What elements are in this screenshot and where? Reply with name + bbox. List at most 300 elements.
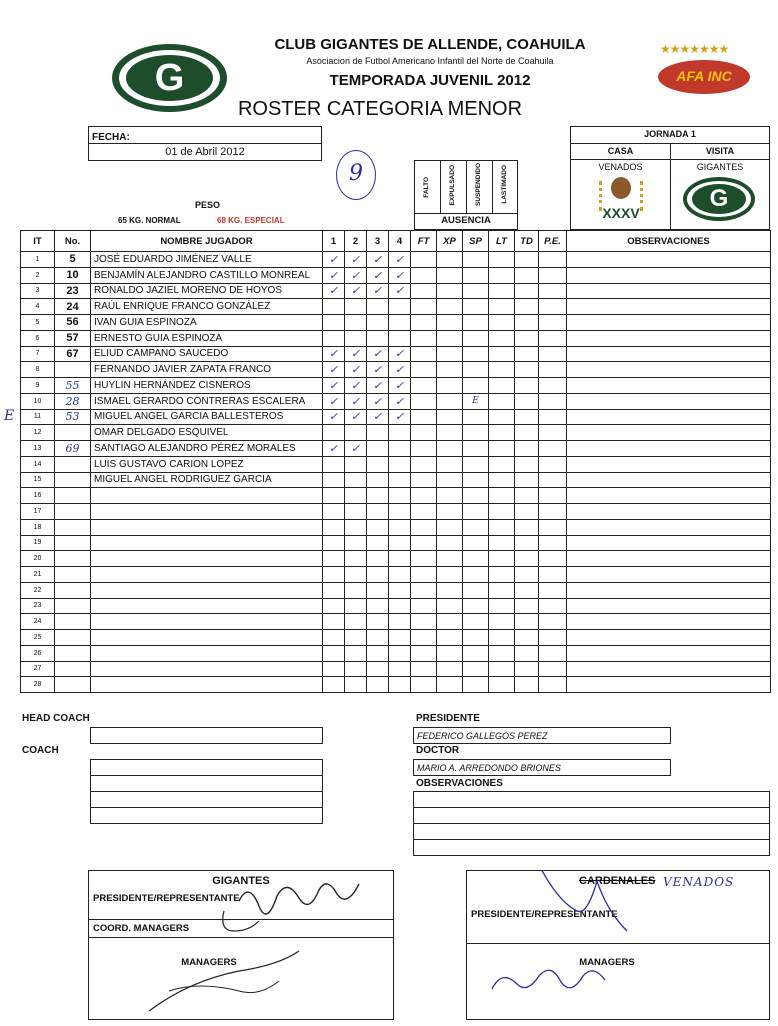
row-quarter-4[interactable] xyxy=(389,315,411,331)
row-observations[interactable] xyxy=(567,582,771,598)
row-player-name[interactable]: FERNANDO JAVIER ZAPATA FRANCO xyxy=(91,362,323,378)
row-xp[interactable] xyxy=(437,551,463,567)
row-td[interactable] xyxy=(515,598,539,614)
row-quarter-1[interactable] xyxy=(323,567,345,583)
row-quarter-1[interactable] xyxy=(323,630,345,646)
row-quarter-2[interactable] xyxy=(345,661,367,677)
row-number[interactable]: 56 xyxy=(55,315,91,331)
row-pe[interactable] xyxy=(539,582,567,598)
row-pe[interactable] xyxy=(539,661,567,677)
row-quarter-3[interactable] xyxy=(367,598,389,614)
row-quarter-1[interactable] xyxy=(323,504,345,520)
row-quarter-1[interactable]: ✓ xyxy=(323,378,345,394)
row-quarter-2[interactable]: ✓ xyxy=(345,441,367,457)
row-player-name[interactable] xyxy=(91,504,323,520)
row-td[interactable] xyxy=(515,441,539,457)
row-quarter-2[interactable] xyxy=(345,425,367,441)
row-sp[interactable] xyxy=(463,425,489,441)
row-player-name[interactable]: HUYLIN HERNÁNDEZ CISNEROS xyxy=(91,378,323,394)
row-observations[interactable] xyxy=(567,535,771,551)
row-player-name[interactable]: BENJAMÍN ALEJANDRO CASTILLO MONREAL xyxy=(91,267,323,283)
doctor-field[interactable] xyxy=(413,759,671,776)
row-pe[interactable] xyxy=(539,441,567,457)
row-ft[interactable] xyxy=(411,456,437,472)
row-observations[interactable] xyxy=(567,283,771,299)
row-sp[interactable] xyxy=(463,362,489,378)
row-sp[interactable] xyxy=(463,409,489,425)
row-lt[interactable] xyxy=(489,551,515,567)
row-lt[interactable] xyxy=(489,346,515,362)
row-pe[interactable] xyxy=(539,299,567,315)
row-number[interactable] xyxy=(55,504,91,520)
row-observations[interactable] xyxy=(567,362,771,378)
row-pe[interactable] xyxy=(539,630,567,646)
row-quarter-3[interactable]: ✓ xyxy=(367,252,389,268)
row-quarter-3[interactable] xyxy=(367,535,389,551)
row-quarter-3[interactable] xyxy=(367,456,389,472)
row-number[interactable] xyxy=(55,519,91,535)
row-td[interactable] xyxy=(515,630,539,646)
row-quarter-1[interactable] xyxy=(323,330,345,346)
row-quarter-3[interactable] xyxy=(367,504,389,520)
row-quarter-2[interactable] xyxy=(345,472,367,488)
row-number[interactable] xyxy=(55,582,91,598)
row-lt[interactable] xyxy=(489,330,515,346)
row-pe[interactable] xyxy=(539,519,567,535)
row-observations[interactable] xyxy=(567,409,771,425)
head-coach-field[interactable] xyxy=(90,727,323,744)
row-sp[interactable] xyxy=(463,645,489,661)
row-quarter-3[interactable] xyxy=(367,519,389,535)
row-quarter-1[interactable] xyxy=(323,645,345,661)
row-lt[interactable] xyxy=(489,677,515,693)
row-quarter-4[interactable] xyxy=(389,425,411,441)
row-player-name[interactable] xyxy=(91,598,323,614)
observations-field-4[interactable] xyxy=(413,839,770,856)
row-ft[interactable] xyxy=(411,267,437,283)
row-quarter-2[interactable] xyxy=(345,535,367,551)
row-ft[interactable] xyxy=(411,630,437,646)
row-quarter-3[interactable] xyxy=(367,315,389,331)
row-quarter-1[interactable]: ✓ xyxy=(323,362,345,378)
date-field[interactable] xyxy=(88,143,322,161)
row-xp[interactable] xyxy=(437,425,463,441)
row-number[interactable]: 23 xyxy=(55,283,91,299)
row-ft[interactable] xyxy=(411,488,437,504)
row-quarter-1[interactable] xyxy=(323,519,345,535)
row-sp[interactable] xyxy=(463,504,489,520)
row-observations[interactable] xyxy=(567,614,771,630)
row-td[interactable] xyxy=(515,346,539,362)
row-observations[interactable] xyxy=(567,315,771,331)
row-quarter-1[interactable] xyxy=(323,535,345,551)
row-xp[interactable] xyxy=(437,519,463,535)
row-td[interactable] xyxy=(515,456,539,472)
row-lt[interactable] xyxy=(489,488,515,504)
row-ft[interactable] xyxy=(411,614,437,630)
row-quarter-4[interactable] xyxy=(389,677,411,693)
row-observations[interactable] xyxy=(567,488,771,504)
row-number[interactable] xyxy=(55,535,91,551)
row-observations[interactable] xyxy=(567,504,771,520)
row-sp[interactable] xyxy=(463,661,489,677)
row-ft[interactable] xyxy=(411,425,437,441)
row-ft[interactable] xyxy=(411,441,437,457)
row-lt[interactable] xyxy=(489,378,515,394)
row-xp[interactable] xyxy=(437,598,463,614)
row-pe[interactable] xyxy=(539,378,567,394)
row-ft[interactable] xyxy=(411,393,437,409)
row-xp[interactable] xyxy=(437,362,463,378)
row-number[interactable] xyxy=(55,488,91,504)
row-observations[interactable] xyxy=(567,677,771,693)
row-xp[interactable] xyxy=(437,645,463,661)
row-ft[interactable] xyxy=(411,504,437,520)
row-lt[interactable] xyxy=(489,645,515,661)
row-lt[interactable] xyxy=(489,472,515,488)
row-quarter-4[interactable] xyxy=(389,456,411,472)
row-quarter-1[interactable] xyxy=(323,677,345,693)
row-ft[interactable] xyxy=(411,330,437,346)
row-quarter-2[interactable] xyxy=(345,582,367,598)
row-sp[interactable] xyxy=(463,315,489,331)
row-xp[interactable] xyxy=(437,472,463,488)
row-quarter-4[interactable] xyxy=(389,472,411,488)
row-quarter-1[interactable] xyxy=(323,598,345,614)
row-pe[interactable] xyxy=(539,567,567,583)
row-quarter-3[interactable] xyxy=(367,661,389,677)
row-sp[interactable] xyxy=(463,551,489,567)
row-quarter-3[interactable] xyxy=(367,677,389,693)
row-xp[interactable] xyxy=(437,393,463,409)
row-quarter-3[interactable]: ✓ xyxy=(367,378,389,394)
row-xp[interactable] xyxy=(437,299,463,315)
row-ft[interactable] xyxy=(411,315,437,331)
row-pe[interactable] xyxy=(539,535,567,551)
row-quarter-3[interactable]: ✓ xyxy=(367,267,389,283)
row-xp[interactable] xyxy=(437,677,463,693)
row-player-name[interactable] xyxy=(91,582,323,598)
row-player-name[interactable] xyxy=(91,551,323,567)
row-quarter-3[interactable] xyxy=(367,330,389,346)
row-observations[interactable] xyxy=(567,598,771,614)
row-sp[interactable] xyxy=(463,252,489,268)
row-player-name[interactable] xyxy=(91,645,323,661)
row-td[interactable] xyxy=(515,378,539,394)
row-quarter-1[interactable] xyxy=(323,551,345,567)
row-pe[interactable] xyxy=(539,362,567,378)
row-quarter-2[interactable] xyxy=(345,630,367,646)
row-lt[interactable] xyxy=(489,425,515,441)
row-quarter-4[interactable]: ✓ xyxy=(389,362,411,378)
row-quarter-4[interactable] xyxy=(389,535,411,551)
row-number[interactable]: 10 xyxy=(55,267,91,283)
row-ft[interactable] xyxy=(411,567,437,583)
row-observations[interactable] xyxy=(567,472,771,488)
row-td[interactable] xyxy=(515,299,539,315)
row-xp[interactable] xyxy=(437,252,463,268)
row-player-name[interactable] xyxy=(91,488,323,504)
row-pe[interactable] xyxy=(539,252,567,268)
row-td[interactable] xyxy=(515,504,539,520)
row-quarter-4[interactable]: ✓ xyxy=(389,409,411,425)
row-lt[interactable] xyxy=(489,661,515,677)
row-td[interactable] xyxy=(515,488,539,504)
row-lt[interactable] xyxy=(489,567,515,583)
row-sp[interactable] xyxy=(463,567,489,583)
row-ft[interactable] xyxy=(411,252,437,268)
row-xp[interactable] xyxy=(437,441,463,457)
row-player-name[interactable]: RAÚL ENRIQUE FRANCO GONZÁLEZ xyxy=(91,299,323,315)
row-sp[interactable] xyxy=(463,267,489,283)
row-xp[interactable] xyxy=(437,346,463,362)
row-sp[interactable] xyxy=(463,441,489,457)
row-lt[interactable] xyxy=(489,393,515,409)
row-xp[interactable] xyxy=(437,456,463,472)
row-lt[interactable] xyxy=(489,582,515,598)
row-quarter-2[interactable] xyxy=(345,598,367,614)
row-observations[interactable] xyxy=(567,441,771,457)
row-observations[interactable] xyxy=(567,567,771,583)
row-quarter-4[interactable] xyxy=(389,441,411,457)
coach-field-2[interactable] xyxy=(90,775,323,792)
row-td[interactable] xyxy=(515,567,539,583)
row-sp[interactable] xyxy=(463,582,489,598)
row-pe[interactable] xyxy=(539,504,567,520)
row-observations[interactable] xyxy=(567,551,771,567)
row-player-name[interactable] xyxy=(91,630,323,646)
row-pe[interactable] xyxy=(539,267,567,283)
row-quarter-3[interactable] xyxy=(367,567,389,583)
row-number[interactable] xyxy=(55,425,91,441)
row-lt[interactable] xyxy=(489,409,515,425)
row-player-name[interactable] xyxy=(91,661,323,677)
row-quarter-3[interactable] xyxy=(367,645,389,661)
row-td[interactable] xyxy=(515,409,539,425)
row-td[interactable] xyxy=(515,551,539,567)
row-xp[interactable] xyxy=(437,630,463,646)
row-quarter-1[interactable] xyxy=(323,661,345,677)
row-quarter-1[interactable]: ✓ xyxy=(323,267,345,283)
row-quarter-4[interactable] xyxy=(389,661,411,677)
row-player-name[interactable] xyxy=(91,614,323,630)
row-lt[interactable] xyxy=(489,598,515,614)
row-observations[interactable] xyxy=(567,252,771,268)
row-quarter-4[interactable]: ✓ xyxy=(389,283,411,299)
row-number[interactable] xyxy=(55,630,91,646)
row-td[interactable] xyxy=(515,393,539,409)
row-quarter-2[interactable] xyxy=(345,504,367,520)
row-sp[interactable]: E xyxy=(463,393,489,409)
row-xp[interactable] xyxy=(437,567,463,583)
row-xp[interactable] xyxy=(437,378,463,394)
row-pe[interactable] xyxy=(539,346,567,362)
row-td[interactable] xyxy=(515,330,539,346)
row-pe[interactable] xyxy=(539,598,567,614)
row-lt[interactable] xyxy=(489,535,515,551)
row-player-name[interactable]: MIGUEL ANGEL RODRIGUEZ GARCIA xyxy=(91,472,323,488)
row-number[interactable]: 24 xyxy=(55,299,91,315)
row-quarter-2[interactable]: ✓ xyxy=(345,267,367,283)
row-observations[interactable] xyxy=(567,330,771,346)
row-sp[interactable] xyxy=(463,472,489,488)
row-quarter-3[interactable] xyxy=(367,425,389,441)
row-quarter-1[interactable]: ✓ xyxy=(323,252,345,268)
row-ft[interactable] xyxy=(411,299,437,315)
row-quarter-4[interactable] xyxy=(389,645,411,661)
row-observations[interactable] xyxy=(567,645,771,661)
row-observations[interactable] xyxy=(567,299,771,315)
row-pe[interactable] xyxy=(539,472,567,488)
row-lt[interactable] xyxy=(489,441,515,457)
row-quarter-1[interactable] xyxy=(323,614,345,630)
row-quarter-2[interactable]: ✓ xyxy=(345,283,367,299)
row-quarter-4[interactable] xyxy=(389,614,411,630)
row-quarter-3[interactable]: ✓ xyxy=(367,283,389,299)
row-lt[interactable] xyxy=(489,519,515,535)
row-sp[interactable] xyxy=(463,630,489,646)
row-xp[interactable] xyxy=(437,661,463,677)
row-player-name[interactable] xyxy=(91,535,323,551)
coach-field-4[interactable] xyxy=(90,807,323,824)
row-player-name[interactable]: ERNESTO GUIA ESPINOZA xyxy=(91,330,323,346)
row-quarter-1[interactable]: ✓ xyxy=(323,346,345,362)
row-lt[interactable] xyxy=(489,252,515,268)
row-td[interactable] xyxy=(515,472,539,488)
row-player-name[interactable]: ISMAEL GERARDO CONTRERAS ESCALERA xyxy=(91,393,323,409)
row-quarter-2[interactable]: ✓ xyxy=(345,346,367,362)
row-player-name[interactable]: IVAN GUIA ESPINOZA xyxy=(91,315,323,331)
row-quarter-1[interactable] xyxy=(323,472,345,488)
row-pe[interactable] xyxy=(539,456,567,472)
row-player-name[interactable]: MIGUEL ANGEL GARCIA BALLESTEROS xyxy=(91,409,323,425)
row-quarter-4[interactable] xyxy=(389,598,411,614)
row-number[interactable] xyxy=(55,472,91,488)
row-quarter-1[interactable] xyxy=(323,299,345,315)
row-number[interactable]: 57 xyxy=(55,330,91,346)
row-quarter-2[interactable]: ✓ xyxy=(345,393,367,409)
row-td[interactable] xyxy=(515,315,539,331)
row-ft[interactable] xyxy=(411,409,437,425)
row-ft[interactable] xyxy=(411,677,437,693)
row-number[interactable] xyxy=(55,598,91,614)
row-pe[interactable] xyxy=(539,330,567,346)
row-quarter-4[interactable] xyxy=(389,551,411,567)
row-quarter-3[interactable] xyxy=(367,582,389,598)
row-number[interactable] xyxy=(55,677,91,693)
row-quarter-2[interactable] xyxy=(345,330,367,346)
row-td[interactable] xyxy=(515,677,539,693)
row-player-name[interactable]: JOSÉ EDUARDO JIMÉNEZ VALLE xyxy=(91,252,323,268)
observations-field-2[interactable] xyxy=(413,807,770,824)
row-quarter-3[interactable]: ✓ xyxy=(367,409,389,425)
row-lt[interactable] xyxy=(489,614,515,630)
row-ft[interactable] xyxy=(411,346,437,362)
row-player-name[interactable]: RONALDO JAZIEL MORENO DE HOYOS xyxy=(91,283,323,299)
row-pe[interactable] xyxy=(539,283,567,299)
row-td[interactable] xyxy=(515,582,539,598)
row-quarter-2[interactable] xyxy=(345,456,367,472)
row-ft[interactable] xyxy=(411,378,437,394)
row-quarter-3[interactable] xyxy=(367,472,389,488)
row-quarter-2[interactable]: ✓ xyxy=(345,378,367,394)
row-observations[interactable] xyxy=(567,456,771,472)
row-sp[interactable] xyxy=(463,488,489,504)
row-number[interactable]: 53 xyxy=(55,409,91,425)
row-quarter-1[interactable]: ✓ xyxy=(323,393,345,409)
row-xp[interactable] xyxy=(437,488,463,504)
row-sp[interactable] xyxy=(463,535,489,551)
row-quarter-2[interactable] xyxy=(345,677,367,693)
row-number[interactable] xyxy=(55,645,91,661)
row-pe[interactable] xyxy=(539,677,567,693)
row-td[interactable] xyxy=(515,535,539,551)
row-player-name[interactable]: OMAR DELGADO ESQUIVEL xyxy=(91,425,323,441)
row-sp[interactable] xyxy=(463,346,489,362)
row-td[interactable] xyxy=(515,252,539,268)
row-lt[interactable] xyxy=(489,362,515,378)
row-quarter-4[interactable]: ✓ xyxy=(389,393,411,409)
row-quarter-1[interactable] xyxy=(323,582,345,598)
row-sp[interactable] xyxy=(463,299,489,315)
row-lt[interactable] xyxy=(489,267,515,283)
row-player-name[interactable] xyxy=(91,677,323,693)
row-quarter-1[interactable] xyxy=(323,456,345,472)
row-lt[interactable] xyxy=(489,630,515,646)
row-ft[interactable] xyxy=(411,519,437,535)
row-pe[interactable] xyxy=(539,315,567,331)
row-observations[interactable] xyxy=(567,425,771,441)
row-quarter-4[interactable] xyxy=(389,519,411,535)
row-td[interactable] xyxy=(515,425,539,441)
row-lt[interactable] xyxy=(489,456,515,472)
row-pe[interactable] xyxy=(539,645,567,661)
row-ft[interactable] xyxy=(411,551,437,567)
president-field[interactable] xyxy=(413,727,671,744)
row-number[interactable]: 69 xyxy=(55,441,91,457)
observations-field-1[interactable] xyxy=(413,791,770,808)
row-player-name[interactable]: ELIUD CAMPANO SAUCEDO xyxy=(91,346,323,362)
row-sp[interactable] xyxy=(463,614,489,630)
row-pe[interactable] xyxy=(539,409,567,425)
row-number[interactable] xyxy=(55,614,91,630)
row-quarter-1[interactable]: ✓ xyxy=(323,441,345,457)
row-quarter-2[interactable] xyxy=(345,488,367,504)
row-player-name[interactable]: LUIS GUSTAVO CARION LOPEZ xyxy=(91,456,323,472)
row-td[interactable] xyxy=(515,267,539,283)
row-quarter-2[interactable]: ✓ xyxy=(345,362,367,378)
row-sp[interactable] xyxy=(463,677,489,693)
row-xp[interactable] xyxy=(437,267,463,283)
row-quarter-3[interactable] xyxy=(367,551,389,567)
row-observations[interactable] xyxy=(567,346,771,362)
row-quarter-3[interactable] xyxy=(367,630,389,646)
row-observations[interactable] xyxy=(567,378,771,394)
row-number[interactable]: 5 xyxy=(55,252,91,268)
row-number[interactable]: 28 xyxy=(55,393,91,409)
row-quarter-4[interactable] xyxy=(389,330,411,346)
row-observations[interactable] xyxy=(567,630,771,646)
row-quarter-2[interactable] xyxy=(345,551,367,567)
row-ft[interactable] xyxy=(411,283,437,299)
row-ft[interactable] xyxy=(411,598,437,614)
row-quarter-4[interactable] xyxy=(389,504,411,520)
row-pe[interactable] xyxy=(539,488,567,504)
row-quarter-3[interactable]: ✓ xyxy=(367,346,389,362)
row-quarter-2[interactable] xyxy=(345,519,367,535)
observations-field-3[interactable] xyxy=(413,823,770,840)
row-xp[interactable] xyxy=(437,535,463,551)
